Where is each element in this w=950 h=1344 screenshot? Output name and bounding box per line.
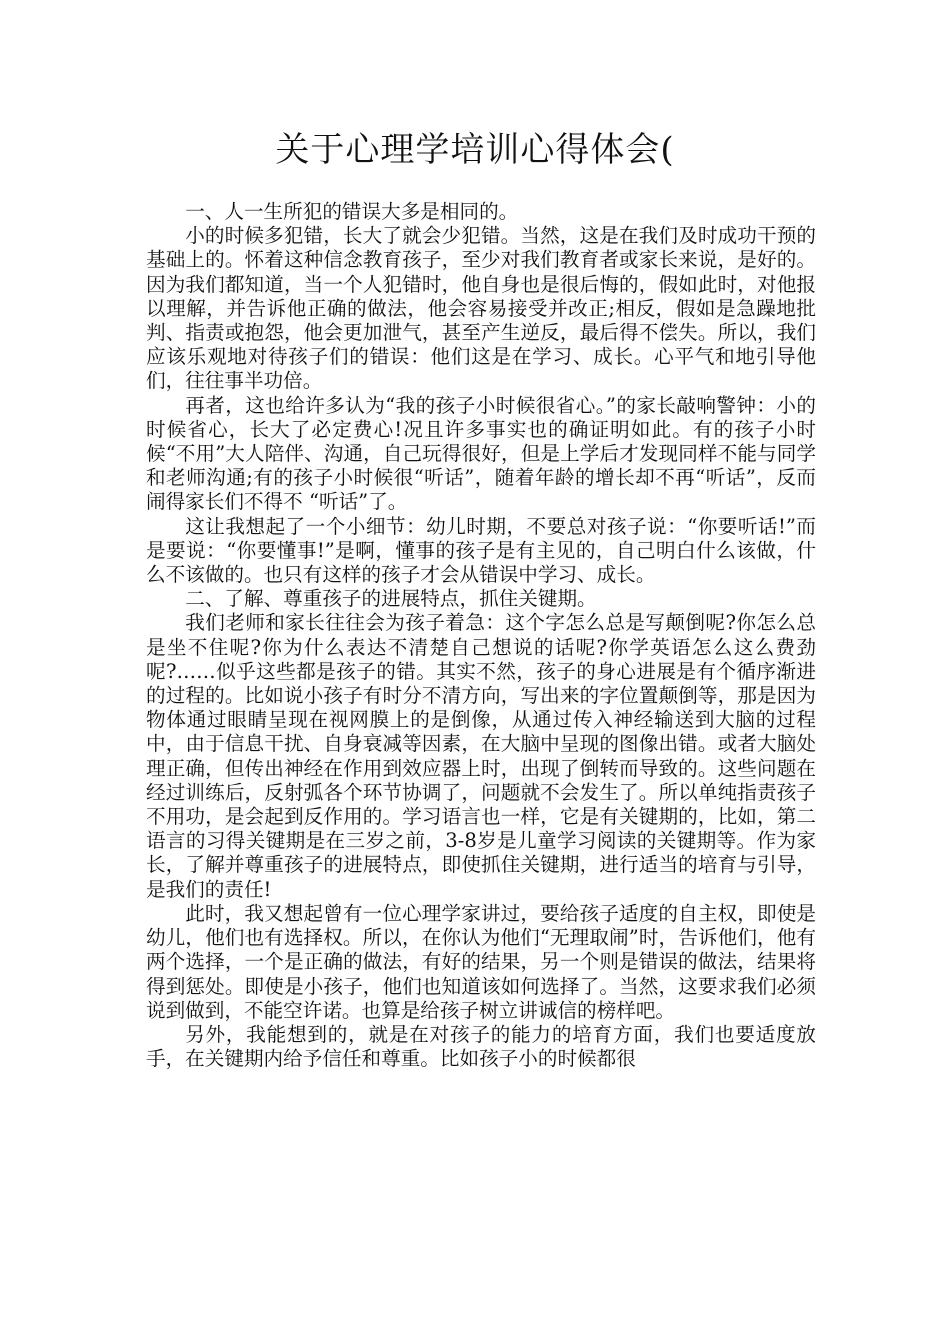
paragraph-2: 小的时候多犯错，长大了就会少犯错。当然，这是在我们及时成功干预的基础上的。怀着这种信念教育孩子，至少对我们教育者或家长来说，是好的。因为我们都知道，当一个人犯错时，他自身也是很后悔的，假如此时，对他报以理解，并告诉他正确的做法，他会容易接受并改正;相反，假如是急躁地批判、指责或抱怨，他会更加泄气，甚至产生逆反，最后得不偿失。所以，我们应该乐观地对待孩子们的错误：他们这是在学习、成长。心平气和地引导他们，往往事半功倍。 [146, 224, 816, 393]
paragraph-4: 这让我想起了一个小细节：幼儿时期，不要总对孩子说：“你要听话!”而是要说：“你要懂事!”是啊，懂事的孩子是有主见的，自己明白什么该做，什么不该做的。也只有这样的孩子才会从错误中学习、成长。 [146, 514, 816, 587]
paragraph-8: 另外，我能想到的，就是在对孩子的能力的培育方面，我们也要适度放手，在关键期内给予信任和尊重。比如孩子小的时候都很 [146, 1022, 816, 1071]
document-title: 关于心理学培训心得体会( [275, 130, 675, 170]
document-body [146, 200, 816, 1071]
paragraph-1: 一、人一生所犯的错误大多是相同的。 [185, 200, 519, 223]
paragraph-7: 此时，我又想起曾有一位心理学家讲过，要给孩子适度的自主权，即使是幼儿，他们也有选择权。所以，在你认为他们“无理取闹”时，告诉他们，他有两个选择，一个是正确的做法，有好的结果，另一个则是错误的做法，结果将得到惩处。即使是小孩子，他们也知道该如何选择了。当然，这要求我们必须说到做到，不能空许诺。也算是给孩子树立讲诚信的榜样吧。 [146, 901, 816, 1022]
paragraph-3: 再者，这也给许多认为“我的孩子小时候很省心。”的家长敲响警钟：小的时候省心，长大了必定费心!况且许多事实也的确证明如此。有的孩子小时候“不用”大人陪伴、沟通，自己玩得很好，但是上学后才发现同样不能与同学和老师沟通;有的孩子小时候很“听话”，随着年龄的增长却不再“听话”，反而闹得家长们不得不 “听话”了。 [146, 393, 816, 514]
paragraph-5: 二、了解、尊重孩子的进展特点，抓住关键期。 [185, 587, 597, 611]
paragraph-6: 我们老师和家长往往会为孩子着急：这个字怎么总是写颠倒呢?你怎么总是坐不住呢?你为什么表达不清楚自己想说的话呢?你学英语怎么这么费劲呢?……似乎这些都是孩子的错。其实不然，孩子的身心进展是有个循序渐进的过程的。比如说小孩子有时分不清方向，写出来的字位置颠倒等，那是因为物体通过眼睛呈现在视网膜上的是倒像，从通过传入神经输送到大脑的过程中，由于信息干扰、自身衰减等因素，在大脑中呈现的图像出错。或者大脑处理正确，但传出神经在作用到效应器上时，出现了倒转而导致的。这些问题在经过训练后，反射弧各个环节协调了，问题就不会发生了。所以单纯指责孩子不用功，是会起到反作用的。学习语言也一样，它是有关键期的，比如，第二语言的习得关键期是在三岁之前，3-8岁是儿童学习阅读的关键期等。作为家长，了解并尊重孩子的进展特点，即使抓住关键期，进行适当的培育与引导，是我们的责任! [146, 611, 816, 901]
